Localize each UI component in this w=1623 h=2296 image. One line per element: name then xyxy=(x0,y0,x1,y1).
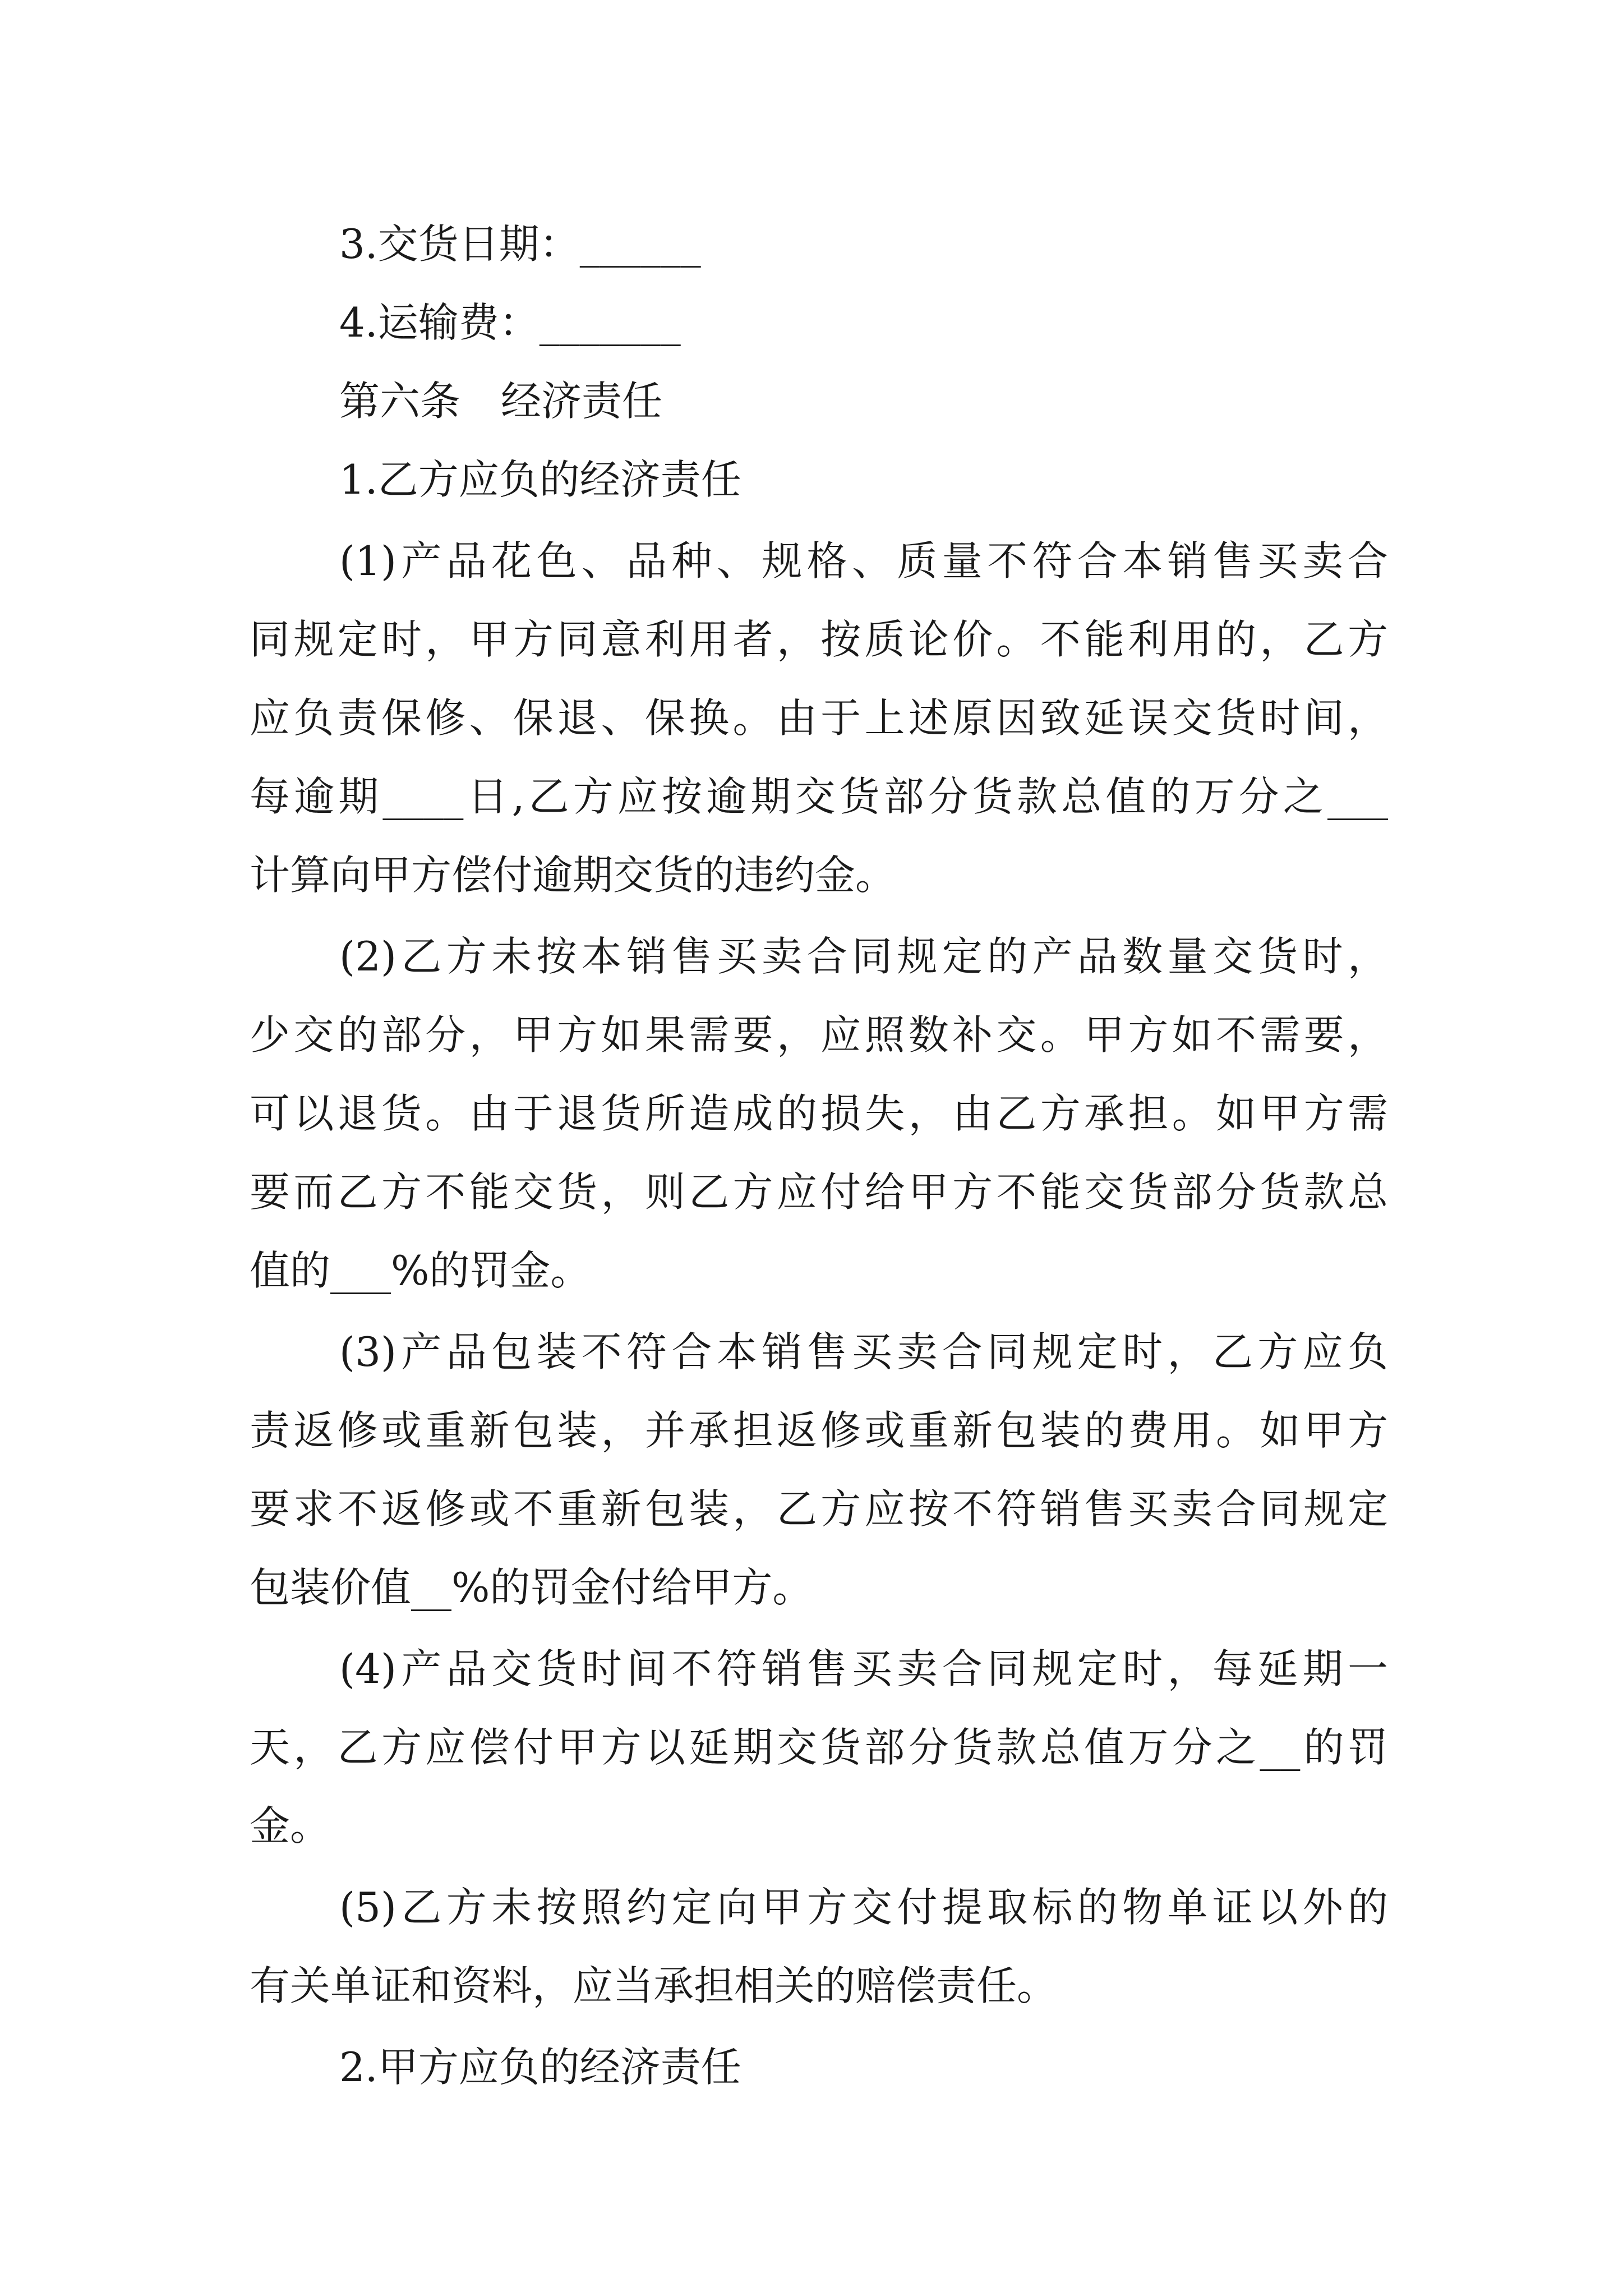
text-line: 值的___%的罚金。 xyxy=(250,1247,591,1294)
text-line: 每逾期____日,乙方应按逾期交货部分货款总值的万分之___ xyxy=(250,773,1388,820)
text-line-freight: 4.运输费：_______ xyxy=(339,299,681,346)
text-line: 要求不返修或不重新包装，乙方应按不符销售买卖合同规定 xyxy=(250,1485,1388,1533)
text-line: (5)乙方未按照约定向甲方交付提取标的物单证以外的 xyxy=(339,1884,1388,1931)
section-heading-party-a: 2.甲方应负的经济责任 xyxy=(339,2044,741,2091)
text-line: 计算向甲方偿付逾期交货的违约金。 xyxy=(250,852,896,899)
section-heading-party-b: 1.乙方应负的经济责任 xyxy=(339,456,741,503)
text-line: 要而乙方不能交货，则乙方应付给甲方不能交货部分货款总 xyxy=(250,1168,1388,1216)
text-line-delivery-date: 3.交货日期：______ xyxy=(339,220,701,268)
text-line: 天，乙方应偿付甲方以延期交货部分货款总值万分之__的罚 xyxy=(250,1724,1388,1771)
text-line: 应负责保修、保退、保换。由于上述原因致延误交货时间， xyxy=(250,694,1388,742)
text-line: (2)乙方未按本销售买卖合同规定的产品数量交货时， xyxy=(339,933,1388,980)
text-line: (4)产品交货时间不符销售买卖合同规定时，每延期一 xyxy=(339,1645,1388,1692)
text-line: 少交的部分，甲方如果需要，应照数补交。甲方如不需要， xyxy=(250,1011,1388,1059)
text-line: 包装价值__%的罚金付给甲方。 xyxy=(250,1564,813,1611)
text-line: 同规定时，甲方同意利用者，按质论价。不能利用的，乙方 xyxy=(250,616,1388,663)
text-line: 金。 xyxy=(250,1802,331,1849)
text-line: 有关单证和资料，应当承担相关的赔偿责任。 xyxy=(250,1962,1058,2009)
document-page xyxy=(250,0,1388,2296)
text-line: 责返修或重新包装，并承担返修或重新包装的费用。如甲方 xyxy=(250,1407,1388,1454)
text-line: 可以退货。由于退货所造成的损失，由乙方承担。如甲方需 xyxy=(250,1090,1388,1137)
article-heading-6: 第六条 经济责任 xyxy=(339,378,663,425)
text-line: (3)产品包装不符合本销售买卖合同规定时，乙方应负 xyxy=(339,1328,1388,1375)
text-line: (1)产品花色、品种、规格、质量不符合本销售买卖合 xyxy=(339,537,1388,585)
